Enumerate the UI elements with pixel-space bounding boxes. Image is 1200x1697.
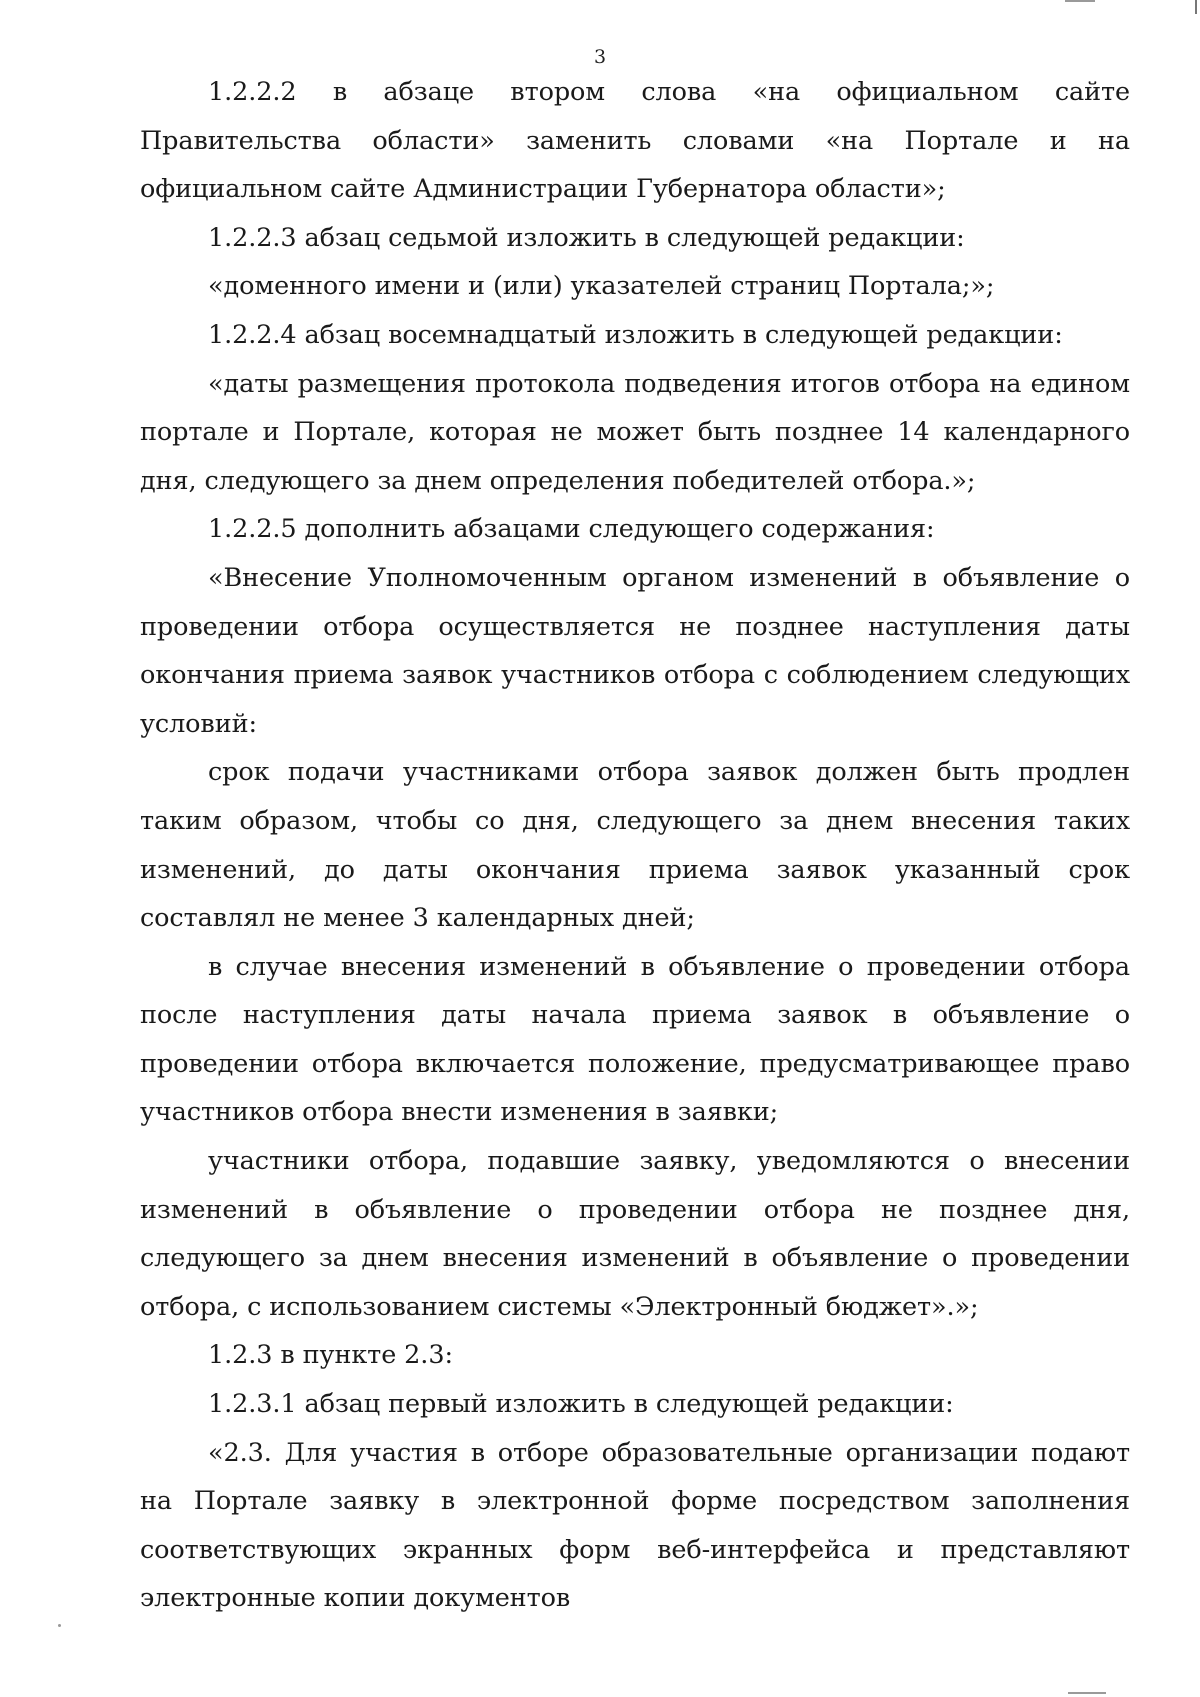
scan-artifact [1068, 1692, 1106, 1694]
paragraph: 1.2.2.2 в абзаце втором слова «на официальном сайте Правительства области» заменить словами «на Портале и на официальном сайте Администрации Губернатора области»; [140, 77, 1130, 205]
paragraph: в случае внесения изменений в объявление о проведении отбора после наступления даты начала приема заявок в объявление о проведении отбора включается положение, предусматривающее право участников отбора внести изменения в заявки; [140, 951, 1130, 1128]
scan-artifact [1195, 0, 1197, 14]
document-body [140, 68, 1130, 1623]
paragraph: участники отбора, подавшие заявку, уведомляются о внесении изменений в объявление о проведении отбора не позднее дня, следующего за днем внесения изменений в объявление о проведении отбора, с использованием системы «Электронный бюджет».»; [140, 1146, 1130, 1322]
paragraph: 1.2.3 в пункте 2.3: [208, 1340, 453, 1371]
paragraph: 1.2.2.5 дополнить абзацами следующего содержания: [208, 514, 935, 545]
paragraph: срок подачи участниками отбора заявок должен быть продлен таким образом, чтобы со дня, следующего за днем внесения таких изменений, до даты окончания приема заявок указанный срок составлял не менее 3 календарных дней; [140, 757, 1130, 934]
paragraph: 1.2.2.4 абзац восемнадцатый изложить в следующей редакции: [208, 319, 1063, 350]
paragraph: 1.2.3.1 абзац первый изложить в следующей редакции: [208, 1389, 954, 1420]
page-number: 3 [593, 46, 607, 68]
paragraph: «доменного имени и (или) указателей страниц Портала;»; [208, 271, 995, 302]
scan-artifact [1065, 0, 1095, 2]
scan-artifact [58, 1624, 61, 1627]
paragraph: 1.2.2.3 абзац седьмой изложить в следующей редакции: [208, 222, 965, 253]
paragraph: «2.3. Для участия в отборе образовательные организации подают на Портале заявку в электронной форме посредством заполнения соответствующих экранных форм веб-интерфейса и представляют электронные копии документов [140, 1437, 1130, 1614]
paragraph: «Внесение Уполномоченным органом изменений в объявление о проведении отбора осуществляется не позднее наступления даты окончания приема заявок участников отбора с соблюдением следующих условий: [140, 562, 1130, 739]
paragraph: «даты размещения протокола подведения итогов отбора на едином портале и Портале, которая не может быть позднее 14 календарного дня, следующего за днем определения победителей отбора.»; [140, 368, 1130, 496]
